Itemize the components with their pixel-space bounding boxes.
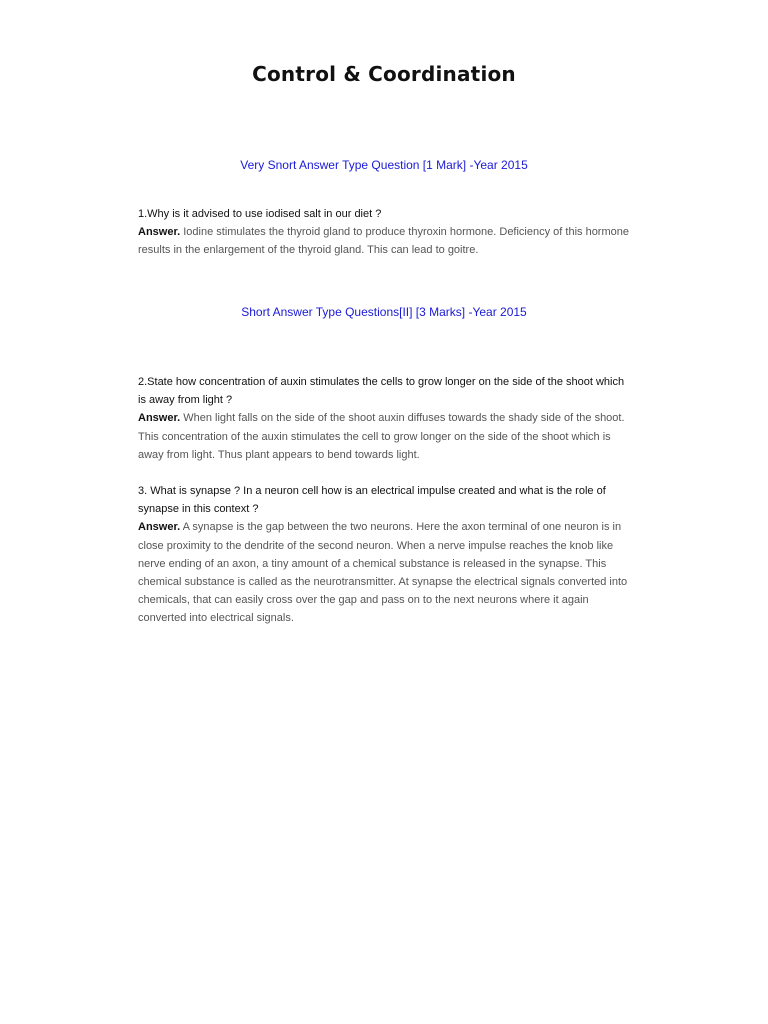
answer-body: When light falls on the side of the shoot auxin diffuses towards the shady side of the shoot. This concentration of the auxin stimulates the cell to grow longer on the side of the shoot which is away from light. Thus plant appears to bend towards light. (138, 412, 625, 461)
section-heading-short: Short Answer Type Questions[II] [3 Marks] -Year 2015 (241, 305, 527, 319)
question-block-2 (138, 373, 630, 464)
answer-label: Answer. (138, 521, 181, 534)
answer-text (138, 223, 630, 259)
answer-text (138, 409, 630, 464)
section-heading-very-short: Very Snort Answer Type Question [1 Mark] -Year 2015 (240, 158, 528, 172)
page-title: Control & Coordination (252, 62, 516, 86)
answer-body: A synapse is the gap between the two neurons. Here the axon terminal of one neuron is in close proximity to the dendrite of the second neuron. When a nerve impulse reaches the knob like nerve ending of an axon, a tiny amount of a chemical substance is released in the synapse. This chemical substance is called as the neurotransmitter. At synapse the electrical signals converted into chemicals, that can easily cross over the gap and pass on to the next neurons where it again converted into electrical signals. (138, 521, 628, 625)
answer-text (138, 518, 630, 627)
question-text: 3. What is synapse ? In a neuron cell how is an electrical impulse created and what is the role of synapse in this context ? (138, 485, 606, 516)
question-text: 2.State how concentration of auxin stimulates the cells to grow longer on the side of the shoot which is away from light ? (138, 376, 625, 407)
answer-body: Iodine stimulates the thyroid gland to produce thyroxin hormone. Deficiency of this hormone results in the enlargement of the thyroid gland. This can lead to goitre. (138, 226, 629, 257)
question-block-3 (138, 482, 630, 628)
answer-label: Answer. (138, 226, 181, 239)
question-block-1 (138, 205, 630, 260)
answer-label: Answer. (138, 412, 181, 425)
question-text: 1.Why is it advised to use iodised salt in our diet ? (138, 208, 382, 220)
